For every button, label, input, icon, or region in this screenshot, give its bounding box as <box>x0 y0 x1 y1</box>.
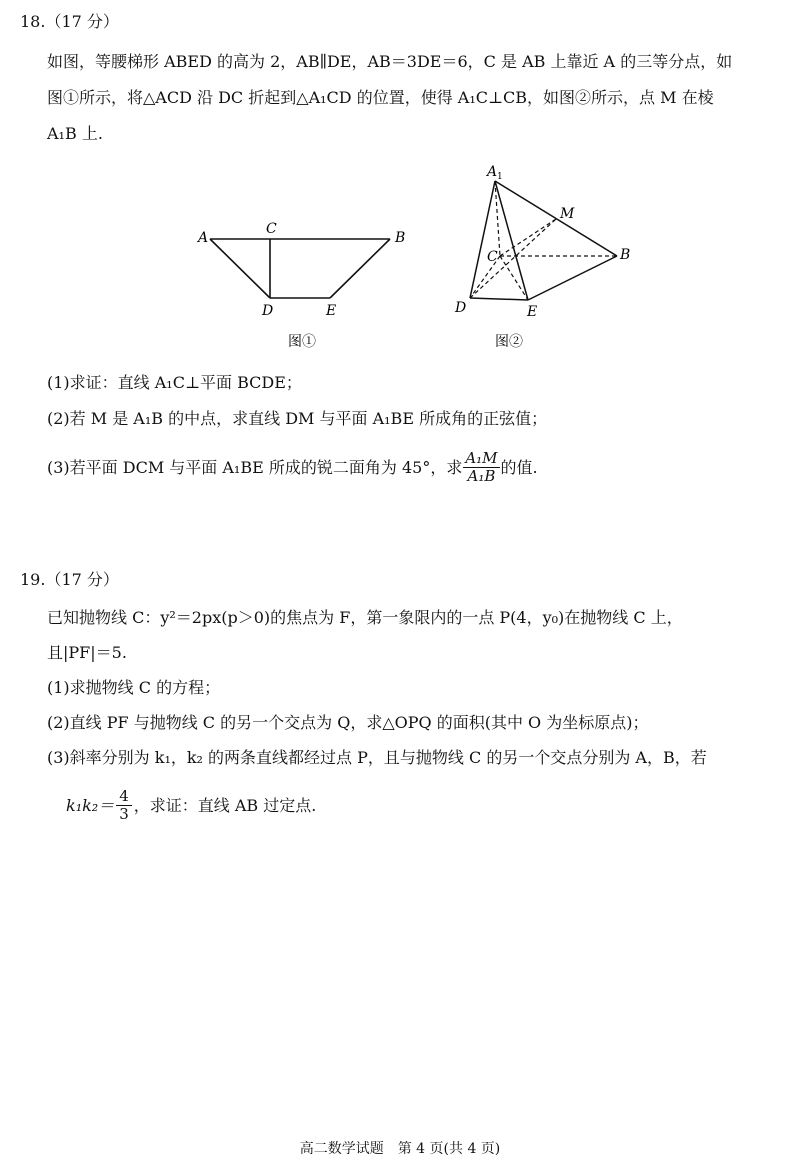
fig1-label-c: C <box>266 221 277 237</box>
fig2-label-a1: A <box>487 164 498 180</box>
q18-part-2: (2)若 M 是 A₁B 的中点，求直线 DM 与平面 A₁BE 所成角的正弦值； <box>47 409 548 428</box>
figure-1-trapezoid <box>190 215 420 355</box>
q19-part-3: (3)斜率分别为 k₁，k₂ 的两条直线都经过点 P，且与抛物线 C 的另一个交点分别为 A，B，若 <box>47 748 707 767</box>
fig2-label-d: D <box>455 300 467 316</box>
edge-de <box>470 298 528 300</box>
segment-cm-hidden <box>500 219 556 256</box>
fig1-caption: 图① <box>288 334 316 350</box>
q19-header: 19.（17 分） <box>20 570 119 589</box>
page-footer: 高二数学试题 第 4 页(共 4 页) <box>299 1141 501 1157</box>
condition-fraction <box>116 788 132 823</box>
q18-header: 18.（17 分） <box>20 12 119 31</box>
fraction-denominator: 3 <box>119 805 129 823</box>
fig1-label-e: E <box>326 303 337 319</box>
q19-stem-line-1: 已知抛物线 C：y²＝2px(p＞0)的焦点为 F，第一象限内的一点 P(4，y₀)在抛物线 C 上， <box>47 608 683 627</box>
fig2-label-c: C <box>487 249 498 265</box>
condition-tail: ，求证：直线 AB 过定点. <box>133 795 317 815</box>
q18-stem-line-1: 如图，等腰梯形 ABED 的高为 2，AB∥DE，AB＝3DE＝6，C 是 AB 上靠近 A 的三等分点，如 <box>47 52 733 71</box>
q18-part-1: (1)求证：直线 A₁C⊥平面 BCDE； <box>47 373 302 392</box>
q18-part-3-fraction <box>463 450 499 485</box>
fraction-numerator: A₁M <box>465 449 498 467</box>
segment-ad <box>210 239 270 298</box>
q18-part-3-tail: 的值. <box>500 457 538 477</box>
condition-left: k₁k₂＝ <box>66 795 115 815</box>
q19-part-2: (2)直线 PF 与抛物线 C 的另一个交点为 Q，求△OPQ 的面积(其中 O 为坐标原点)； <box>47 713 649 732</box>
edge-ce-hidden <box>500 256 528 300</box>
q19-part-3-condition <box>66 788 316 823</box>
edge-eb <box>528 256 617 300</box>
figure-2-pyramid <box>445 160 645 355</box>
q18-part-3 <box>47 450 538 485</box>
fig2-label-m: M <box>560 206 575 222</box>
fig2-label-b: B <box>620 247 631 263</box>
fraction-numerator: 4 <box>116 788 132 806</box>
q18-stem-line-3: A₁B 上. <box>47 124 103 143</box>
q18-part-3-text: (3)若平面 DCM 与平面 A₁BE 所成的锐二面角为 45°，求 <box>47 457 463 477</box>
fig2-label-a1-sub: 1 <box>497 172 503 182</box>
fig2-label-e: E <box>527 304 538 320</box>
segment-dm-hidden <box>470 219 556 298</box>
fig1-label-b: B <box>395 230 406 246</box>
segment-be <box>330 239 390 298</box>
fig1-label-a: A <box>198 230 209 246</box>
q19-stem-line-2: 且|PF|＝5. <box>47 643 127 662</box>
q18-stem-line-2: 图①所示，将△ACD 沿 DC 折起到△A₁CD 的位置，使得 A₁C⊥CB，如图②所示，点 M 在棱 <box>47 88 714 107</box>
fig2-caption: 图② <box>495 334 523 350</box>
fraction-denominator: A₁B <box>467 467 496 485</box>
q19-part-1: (1)求抛物线 C 的方程； <box>47 678 221 697</box>
fig1-label-d: D <box>262 303 274 319</box>
